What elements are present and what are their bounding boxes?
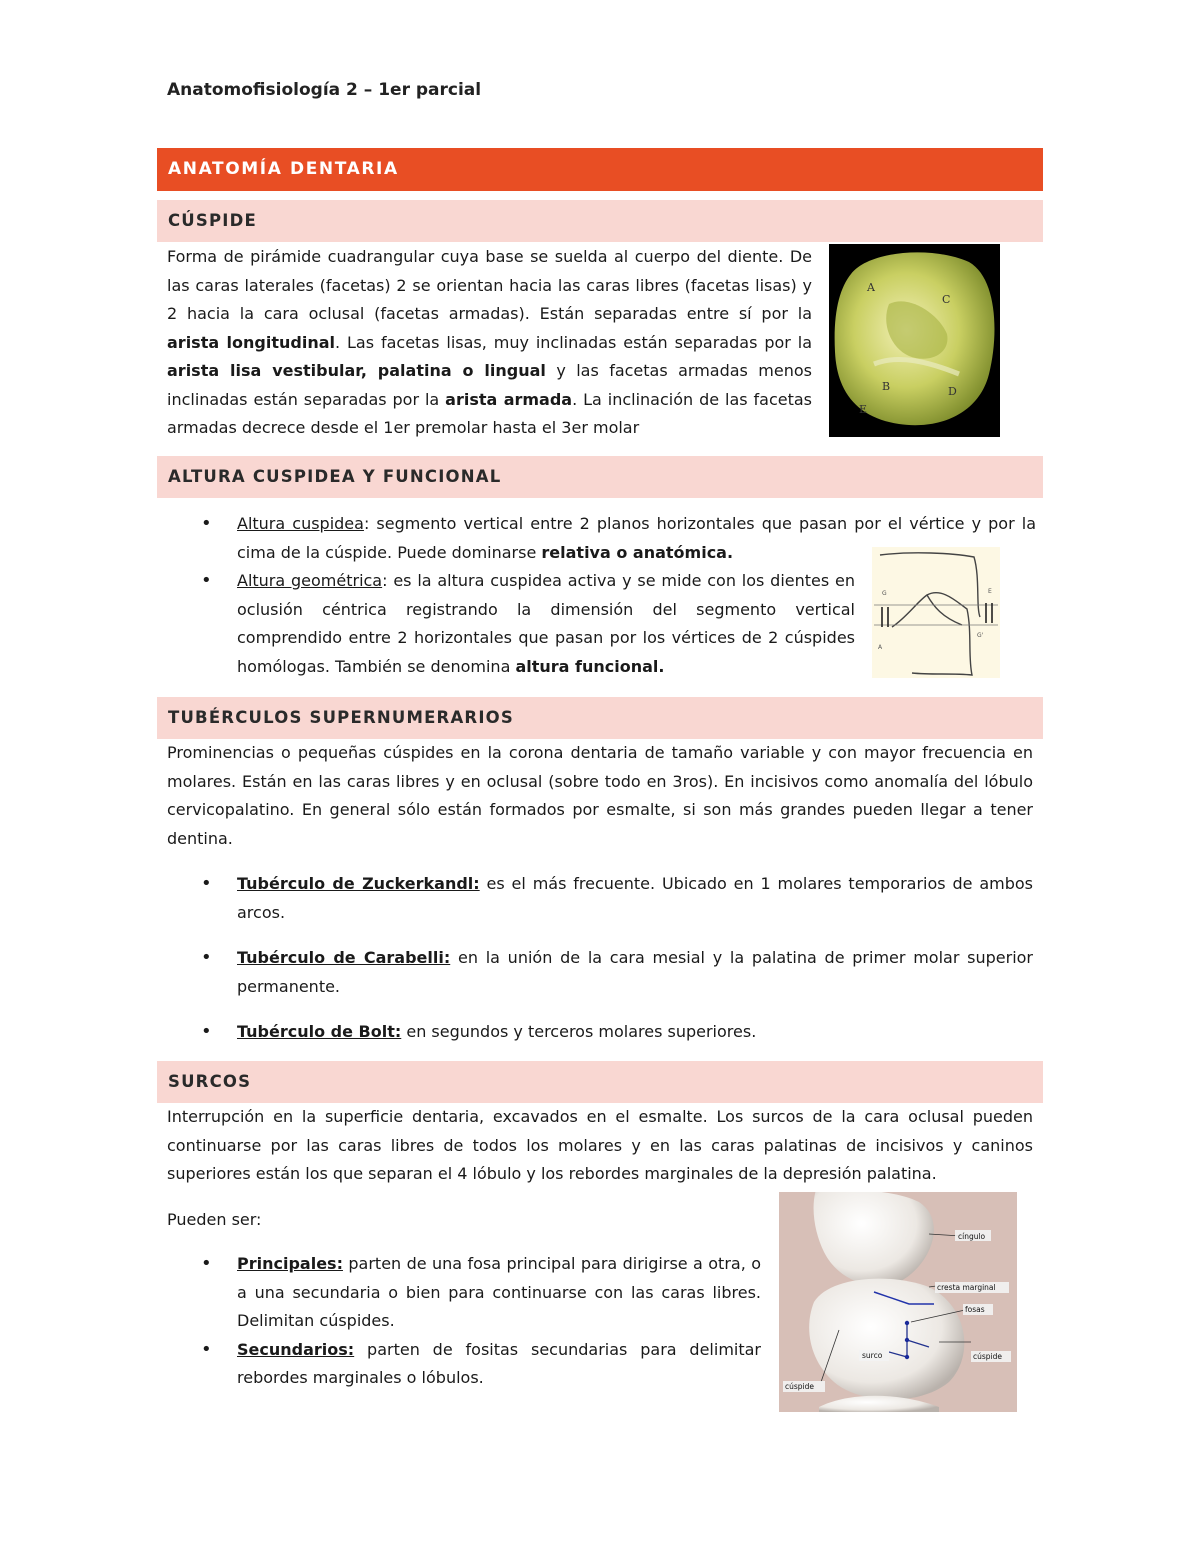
figure-label-a: A xyxy=(867,281,875,294)
figure-label-d: D xyxy=(948,385,957,398)
list-item: • Tubérculo de Zuckerkandl: es el más frecuente. Ubicado en 1 molares temporarios de ambos arcos. xyxy=(167,870,1033,927)
tuberculos-paragraph: Prominencias o pequeñas cúspides en la corona dentaria de tamaño variable y con mayor frecuencia en molares. Están en las caras libres y en oclusal (sobre todo en 3ros). En incisivos como anomalía del lóbulo cervicopalatino. En general sólo están formados por esmalte, si son más grandes pueden llegar a tener dentina. xyxy=(167,743,1033,848)
list-item: • Tubérculo de Bolt: en segundos y terceros molares superiores. xyxy=(167,1018,1033,1047)
teeth-surcos-figure xyxy=(779,1192,1017,1412)
molar-occlusal-illustration xyxy=(829,244,1000,437)
figure-label-c: C xyxy=(942,293,951,306)
section-title-altura: ALTURA CUSPIDEA Y FUNCIONAL xyxy=(157,456,1043,498)
cuspide-paragraph: Forma de pirámide cuadrangular cuya base se suelda al cuerpo del diente. De las caras laterales (facetas) 2 se orientan hacia las caras libres (facetas lisas) y 2 hacia la cara oclusal (facetas armadas). Están separadas entre sí por la arista longitudinal. Las facetas lisas, muy inclinadas están separadas por la arista lisa vestibular, palatina o lingual y las facetas armadas menos inclinadas están separadas por la arista armada. La inclinación de las facetas armadas decrece desde el 1er premolar hasta el 3er molar xyxy=(167,247,813,437)
figure-label-a: A xyxy=(878,644,883,651)
figure-label-g: G xyxy=(882,590,887,597)
cusp-height-figure xyxy=(872,547,1000,678)
figure-label-e: E xyxy=(859,403,868,416)
list-item: • Altura cuspidea: segmento vertical entre 2 planos horizontales que pasan por el vértice y por la cima de la cúspide. Puede dominarse relativa o anatómica. xyxy=(167,510,1036,567)
main-title-banner: ANATOMÍA DENTARIA xyxy=(157,148,1043,191)
section-title-tuberculos: TUBÉRCULOS SUPERNUMERARIOS xyxy=(157,697,1043,739)
figure-label-cuspide-left: cúspide xyxy=(785,1382,815,1391)
section-title-surcos: SURCOS xyxy=(157,1061,1043,1103)
surcos-paragraph: Interrupción en la superficie dentaria, excavados en el esmalte. Los surcos de la cara oclusal pueden continuarse por las caras libres de todos los molares y en las caras palatinas de incisivos y caninos superiores están los que separan el 4 lóbulo y los rebordes marginales de la depresión palatina. xyxy=(167,1107,1033,1183)
figure-label-surco: surco xyxy=(862,1351,883,1360)
molar-occlusal-figure xyxy=(829,244,1000,437)
figure-label-b: B xyxy=(882,380,891,393)
figure-label-cuspide-right: cúspide xyxy=(973,1352,1003,1361)
section-title-cuspide: CÚSPIDE xyxy=(157,200,1043,242)
teeth-surcos-illustration xyxy=(779,1192,1017,1412)
figure-label-cingulo: cíngulo xyxy=(958,1232,986,1241)
surcos-list xyxy=(167,1250,761,1393)
list-item: • Secundarios: parten de fositas secundarias para delimitar rebordes marginales o lóbulos. xyxy=(167,1336,761,1393)
cusp-height-diagram xyxy=(872,547,1000,678)
tuberculos-list xyxy=(167,870,1033,1047)
list-item: • Tubérculo de Carabelli: en la unión de la cara mesial y la palatina de primer molar superior permanente. xyxy=(167,944,1033,1001)
page-header: Anatomofisiología 2 – 1er parcial xyxy=(167,80,482,100)
list-item: • Altura geométrica: es la altura cuspidea activa y se mide con los dientes en oclusión céntrica registrando la dimensión del segmento vertical comprendido entre 2 horizontales que pasan por los vértices de 2 cúspides homólogas. También se denomina altura funcional. xyxy=(167,567,855,681)
figure-label-e: E xyxy=(988,588,992,595)
list-item: • Principales: parten de una fosa principal para dirigirse a otra, o a una secundaria o bien para continuarse con las caras libres. Delimitan cúspides. xyxy=(167,1250,761,1336)
figure-label-g-prime: G' xyxy=(977,632,984,639)
figure-label-cresta-marginal: cresta marginal xyxy=(937,1283,996,1292)
figure-label-fosas: fosas xyxy=(965,1305,985,1314)
surcos-pueden-ser: Pueden ser: xyxy=(167,1210,262,1229)
